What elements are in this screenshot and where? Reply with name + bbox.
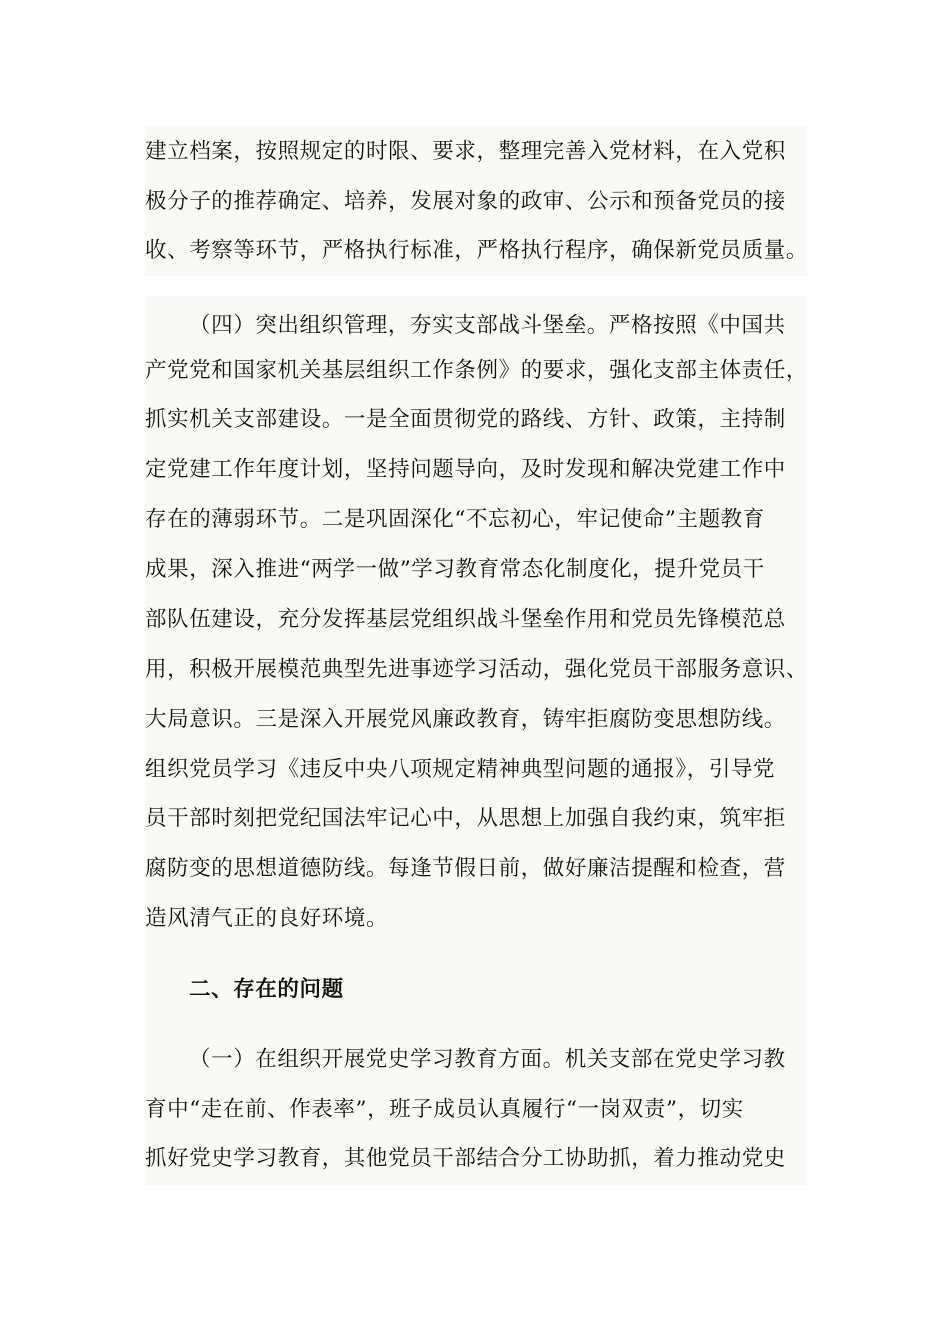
- paragraph-heading-4: （四）突出组织管理，夯实支部战斗堡垒。严格按照《中国共: [189, 313, 786, 338]
- text-line: 育中“走在前、作表率”，班子成员认真履行“一岗双责”，切实: [145, 1097, 744, 1122]
- text-block-top: [145, 126, 807, 276]
- text-line: 极分子的推荐确定、培养，发展对象的政审、公示和预备党员的接: [145, 189, 786, 214]
- text-line: 抓实机关支部建设。一是全面贯彻党的路线、方针、政策，主持制: [145, 407, 786, 432]
- text-block-main: [145, 296, 807, 1185]
- section-heading: 二、存在的问题: [189, 977, 344, 1002]
- text-line: 腐防变的思想道德防线。每逢节假日前，做好廉洁提醒和检查，营: [145, 856, 786, 881]
- text-line: 组织党员学习《违反中央八项规定精神典型问题的通报》，引导党: [145, 757, 776, 782]
- text-line: 抓好党史学习教育，其他党员干部结合分工协助抓，着力推动党史: [145, 1146, 786, 1171]
- text-line: 产党党和国家机关基层组织工作条例》的要求，强化支部主体责任，: [145, 358, 809, 383]
- text-line: 员干部时刻把党纪国法牢记心中，从思想上加强自我约束，筑牢拒: [145, 806, 786, 831]
- text-line: 大局意识。三是深入开展党风廉政教育，铸牢拒腐防变思想防线。: [145, 707, 786, 732]
- text-line: 定党建工作年度计划，坚持问题导向，及时发现和解决党建工作中: [145, 457, 786, 482]
- text-line: 存在的薄弱环节。二是巩固深化“不忘初心，牢记使命”主题教育: [145, 507, 765, 532]
- text-line: 建立档案，按照规定的时限、要求，整理完善入党材料，在入党积: [145, 139, 786, 164]
- text-line: 收、考察等环节，严格执行标准，严格执行程序，确保新党员质量。: [145, 238, 809, 263]
- text-line: 部队伍建设，充分发挥基层党组织战斗堡垒作用和党员先锋模范总: [145, 607, 786, 632]
- paragraph-heading-1: （一）在组织开展党史学习教育方面。机关支部在党史学习教: [189, 1047, 786, 1072]
- text-line: 成果，深入推进“两学一做”学习教育常态化制度化，提升党员干: [145, 557, 765, 582]
- text-line: 造风清气正的良好环境。: [145, 906, 389, 931]
- text-line: 用，积极开展模范典型先进事迹学习活动，强化党员干部服务意识、: [145, 657, 809, 682]
